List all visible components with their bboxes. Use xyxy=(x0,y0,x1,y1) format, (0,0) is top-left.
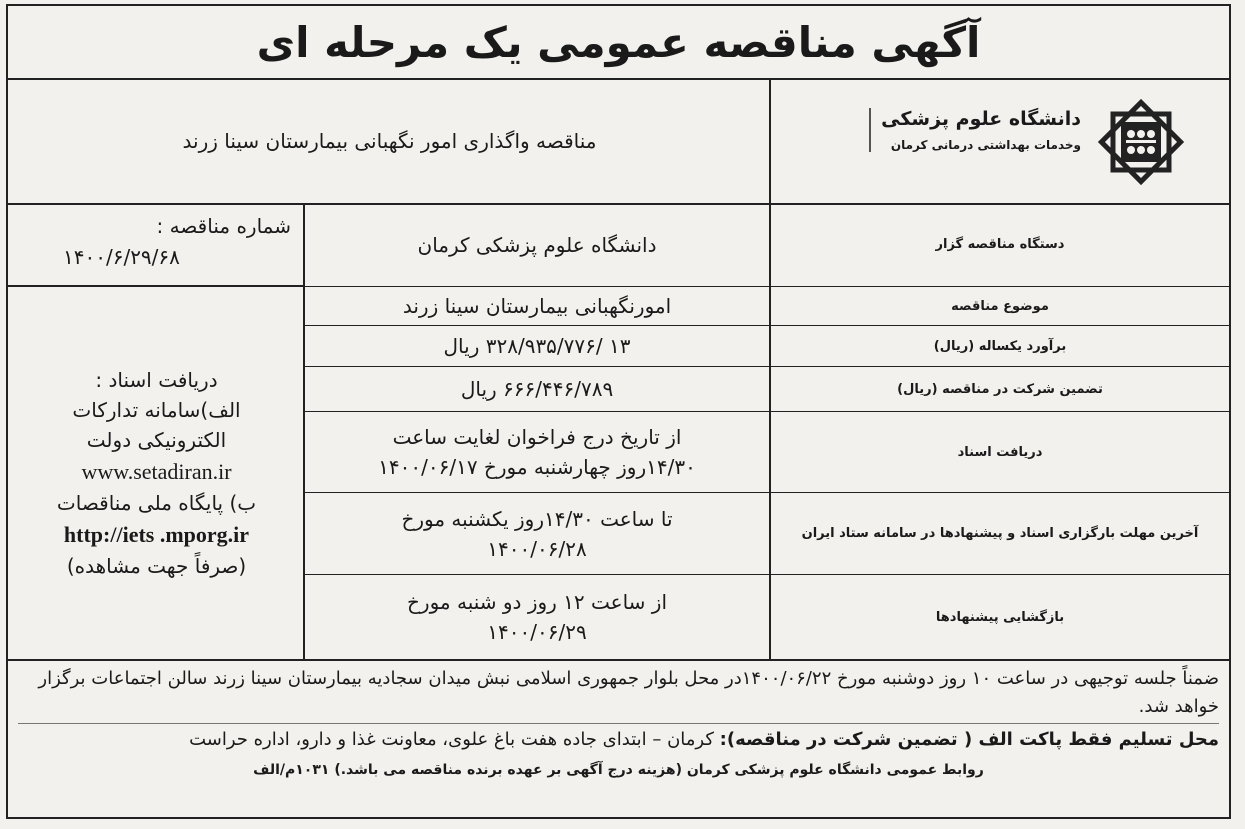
view-only-note: (صرفاً جهت مشاهده) xyxy=(66,554,247,578)
university-logo-icon xyxy=(1095,96,1187,188)
organizer-text: دانشگاه علوم پزشکی کرمان xyxy=(417,232,657,257)
tender-number: ۱۴۰۰/۶/۲۹/۶۸ xyxy=(63,245,180,269)
org-subtitle: وخدمات بهداشتی درمانی کرمان xyxy=(890,138,1081,152)
public-relations-footer: روابط عمومی دانشگاه علوم پزشکی کرمان (هزینه درج آگهی بر عهده برنده مناقصه می باشد.) ۱۰۳۱م/الف xyxy=(253,761,984,778)
guarantee-text: ۶۶۶/۴۴۶/۷۸۹ ریال xyxy=(460,377,614,401)
label-guarantee: تضمین شرکت در مناقصه (ریال) xyxy=(771,367,1229,412)
notes-section xyxy=(8,659,1229,817)
docs-line-2: ۱۴/۳۰روز چهارشنبه مورخ ۱۴۰۰/۰۶/۱۷ xyxy=(378,455,696,479)
label-deadline: آخرین مهلت بارگزاری اسناد و پیشنهادها در سامانه ستاد ایران xyxy=(771,493,1229,575)
side-column xyxy=(8,203,305,659)
value-estimate xyxy=(305,326,769,367)
header-row xyxy=(8,78,1229,205)
notice-title: آگهی مناقصه عمومی یک مرحله ای xyxy=(8,6,1229,80)
docs-sources-title: دریافت اسناد : xyxy=(95,368,218,392)
value-guarantee xyxy=(305,367,769,412)
value-subject xyxy=(305,287,769,326)
logo-cell xyxy=(769,78,1229,203)
value-opening xyxy=(305,575,769,659)
label-subject: موضوع مناقصه xyxy=(771,287,1229,326)
docs-source-a: الف)سامانه تدارکات xyxy=(72,398,241,422)
label-estimate: برآورد یکساله (ریال) xyxy=(771,326,1229,367)
notice-frame xyxy=(6,4,1231,819)
docs-source-b: ب) پایگاه ملی مناقصات xyxy=(56,491,257,515)
opening-line-2: ۱۴۰۰/۰۶/۲۹ xyxy=(487,620,587,644)
subject-text: امورنگهبانی بیمارستان سینا زرند xyxy=(402,294,672,318)
label-column xyxy=(769,203,1229,659)
briefing-note: ضمناً جلسه توجیهی در ساعت ۱۰ روز دوشنبه مورخ ۱۴۰۰/۰۶/۲۲در محل بلوار جمهوری اسلامی نبش میدان سجادیه بیمارستان سینا زرند سالن اجتماعات برگزار خواهد شد. xyxy=(38,668,1219,717)
iets-url-link[interactable]: http://iets .mporg.ir xyxy=(63,522,250,547)
label-docs: دریافت اسناد xyxy=(771,412,1229,493)
docs-sources-box xyxy=(8,287,305,659)
value-column xyxy=(303,203,769,659)
deadline-line-1: تا ساعت ۱۴/۳۰روز یکشنبه مورخ xyxy=(401,506,673,531)
docs-line-1: از تاریخ درج فراخوان لغایت ساعت xyxy=(392,425,682,449)
opening-line-1: از ساعت ۱۲ روز دو شنبه مورخ xyxy=(407,590,667,614)
estimate-text: ۱۳ /۳۲۸/۹۳۵/۷۷۶ ریال xyxy=(443,334,631,358)
tender-number-label: شماره مناقصه : xyxy=(156,214,291,238)
setad-url-link[interactable]: www.setadiran.ir xyxy=(81,459,232,484)
delivery-label: محل تسلیم فقط پاکت الف ( تضمین شرکت در مناقصه): xyxy=(719,728,1219,750)
tender-subject-heading: مناقصه واگذاری امور نگهبانی بیمارستان سینا زرند xyxy=(182,128,597,153)
value-docs xyxy=(305,412,769,493)
org-name-block xyxy=(869,108,1081,152)
delivery-address: کرمان – ابتدای جاده هفت باغ علوی، معاونت غذا و دارو، اداره حراست xyxy=(189,728,720,750)
org-name: دانشگاه علوم پزشکی xyxy=(881,108,1081,130)
tender-table xyxy=(8,203,1229,661)
value-deadline xyxy=(305,493,769,575)
deadline-line-2: ۱۴۰۰/۰۶/۲۸ xyxy=(487,536,587,561)
tender-number-box xyxy=(8,203,305,287)
label-organizer: دستگاه مناقصه گزار xyxy=(771,203,1229,287)
value-organizer xyxy=(305,203,769,287)
docs-source-a-cont: الکترونیکی دولت xyxy=(86,428,227,452)
label-opening: بازگشایی پیشنهادها xyxy=(935,609,1065,625)
delivery-note xyxy=(18,723,1219,754)
